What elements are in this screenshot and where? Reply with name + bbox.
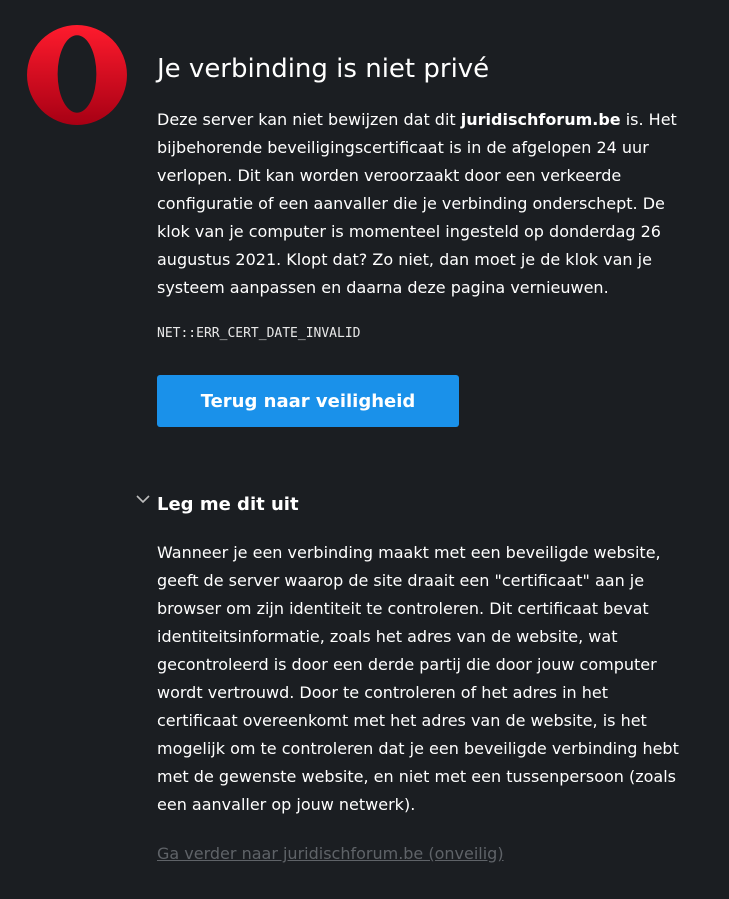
domain-name: juridischforum.be xyxy=(460,110,621,129)
details-toggle-label: Leg me dit uit xyxy=(157,493,299,515)
back-to-safety-button[interactable]: Terug naar veiligheid xyxy=(157,375,459,427)
error-message-start: Deze server kan niet bewijzen dat dit xyxy=(157,110,461,129)
error-message xyxy=(157,106,689,302)
page-title: Je verbinding is niet privé xyxy=(157,54,490,84)
error-code: NET::ERR_CERT_DATE_INVALID xyxy=(157,326,361,341)
opera-logo-icon xyxy=(26,24,128,126)
proceed-unsafe-link[interactable]: Ga verder naar juridischforum.be (onveilig) xyxy=(157,844,504,863)
chevron-down-icon xyxy=(134,490,152,508)
details-toggle[interactable] xyxy=(134,490,299,518)
error-message-end: is. Het bijbehorende beveiligingscertificaat is in de afgelopen 24 uur verlopen. Dit kan worden veroorzaakt door een verkeerde configuratie of een aanvaller die je verbinding onderschept. De klok van je computer is momenteel ingesteld op donderdag 26 augustus 2021. Klopt dat? Zo niet, dan moet je de klok van je systeem aanpassen en daarna deze pagina vernieuwen. xyxy=(157,110,677,297)
details-explanation: Wanneer je een verbinding maakt met een beveiligde website, geeft de server waarop de site draait een "certificaat" aan je browser om zijn identiteit te controleren. Dit certificaat bevat identiteitsinformatie, zoals het adres van de website, wat gecontroleerd is door een derde partij die door jouw computer wordt vertrouwd. Door te controleren of het adres in het certificaat overeenkomt met het adres van de website, is het mogelijk om te controleren dat je een beveiligde verbinding hebt met de gewenste website, en niet met een tussenpersoon (zoals een aanvaller op jouw netwerk). xyxy=(157,543,679,814)
